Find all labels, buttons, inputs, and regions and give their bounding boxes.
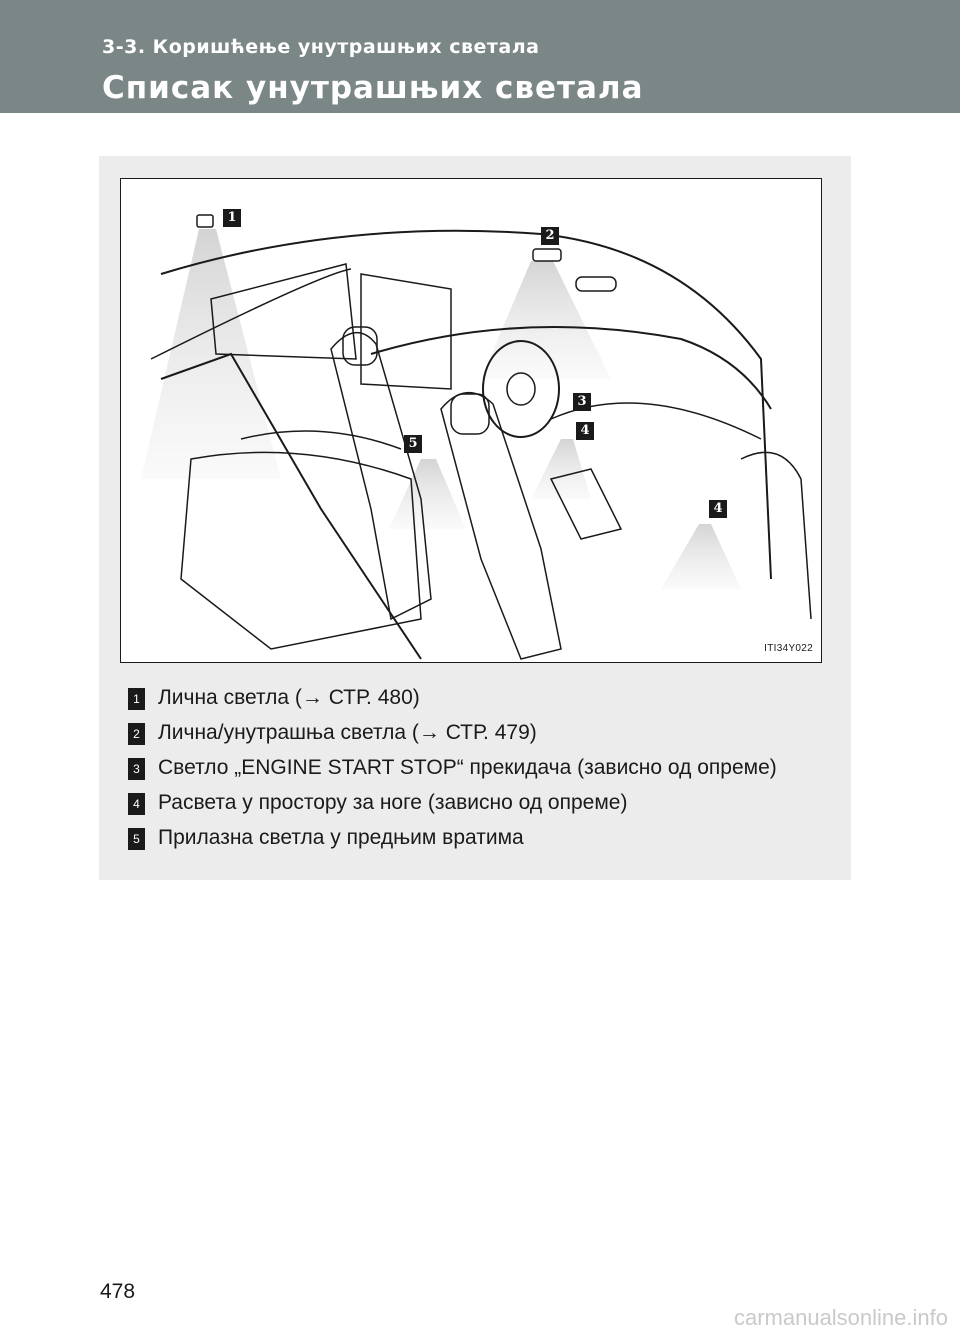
watermark: carmanualsonline.info <box>733 1305 948 1330</box>
legend-number: 3 <box>128 758 145 780</box>
list-item <box>128 754 848 789</box>
callout-4-right: 4 <box>709 500 727 518</box>
callout-2: 2 <box>541 227 559 245</box>
legend-number: 5 <box>128 828 145 850</box>
callout-5: 5 <box>404 435 422 453</box>
section-title: 3-3. Коришћење унутрашњих светала <box>102 36 540 58</box>
page-number: 478 <box>100 1280 136 1303</box>
callout-3: 3 <box>573 393 591 411</box>
legend-text: Расвета у простору за ноге (зависно од опреме) <box>158 791 628 814</box>
legend-number: 1 <box>128 688 145 710</box>
legend-text: Светло „ENGINE START STOP“ прекидача (зависно од опреме) <box>158 756 777 779</box>
legend-list <box>128 684 848 859</box>
callout-4: 4 <box>576 422 594 440</box>
page-header <box>0 0 960 113</box>
interior-lights-illustration <box>120 178 822 663</box>
legend-text: Лична/унутрашња светла (→ СТР. 479) <box>158 721 537 744</box>
legend-text: Прилазна светла у предњим вратима <box>158 826 524 849</box>
list-item <box>128 789 848 824</box>
page-title: Списак унутрашњих светала <box>102 70 644 106</box>
list-item <box>128 684 848 719</box>
list-item <box>128 824 848 859</box>
legend-number: 2 <box>128 723 145 745</box>
light-beam <box>661 524 741 589</box>
light-beam <box>389 459 466 529</box>
figure-code: ITI34Y022 <box>764 643 813 654</box>
list-item <box>128 719 848 754</box>
legend-text: Лична светла (→ СТР. 480) <box>158 686 420 709</box>
light-beam <box>531 439 591 499</box>
callout-1: 1 <box>223 209 241 227</box>
car-interior-drawing <box>121 179 821 662</box>
legend-number: 4 <box>128 793 145 815</box>
